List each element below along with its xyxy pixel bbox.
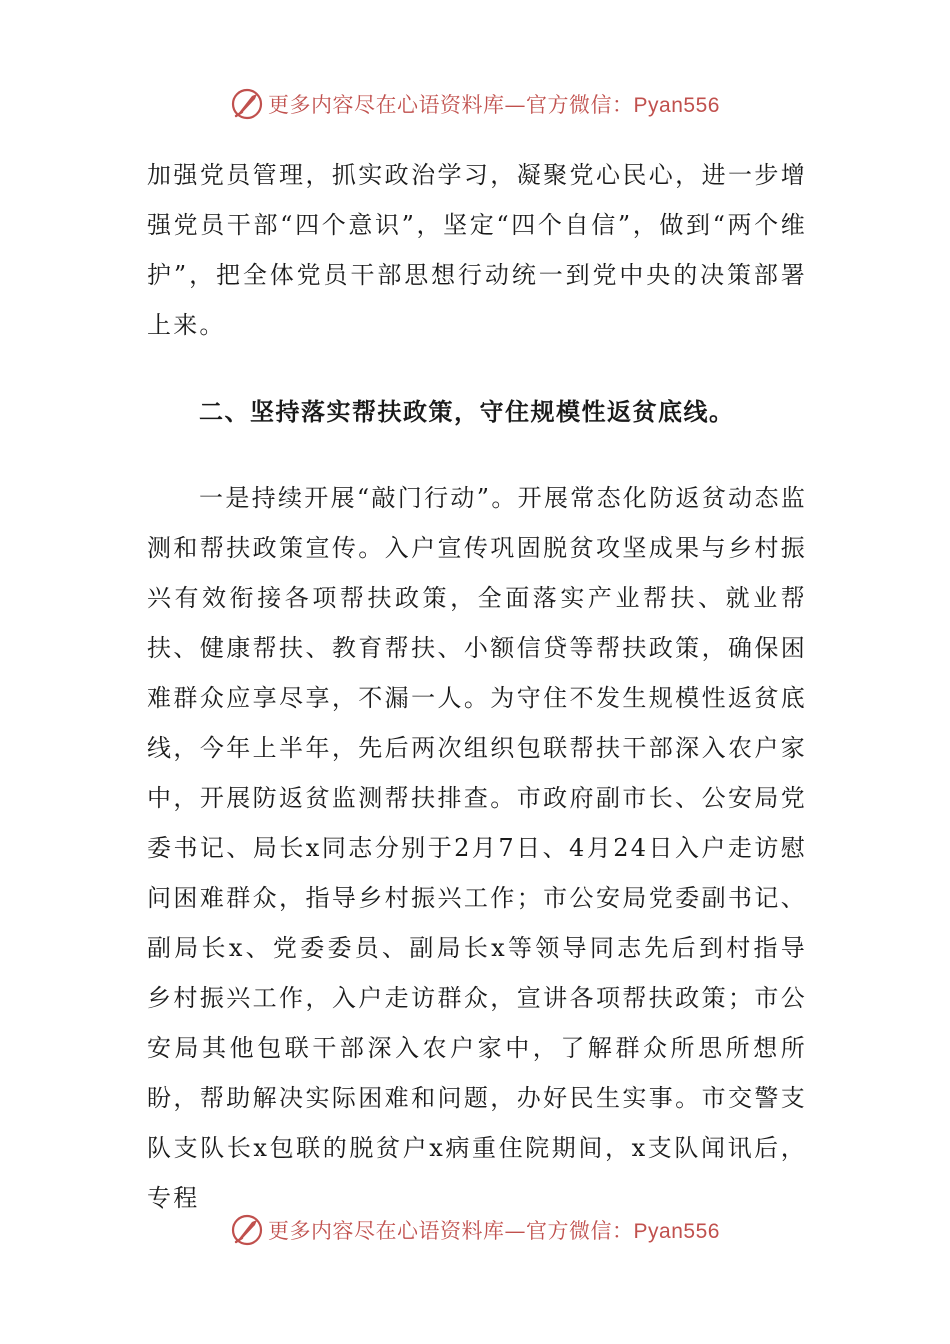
quill-pen-logo-icon bbox=[230, 87, 264, 121]
document-body bbox=[147, 150, 807, 1223]
body-paragraph: 一是持续开展“敲门行动”。开展常态化防返贫动态监测和帮扶政策宣传。入户宣传巩固脱贫攻坚成果与乡村振兴有效衔接各项帮扶政策，全面落实产业帮扶、就业帮扶、健康帮扶、教育帮扶、小额信贷等帮扶政策，确保困难群众应享尽享，不漏一人。为守住不发生规模性返贫底线，今年上半年，先后两次组织包联帮扶干部深入农户家中，开展防返贫监测帮扶排查。市政府副市长、公安局党委书记、局长x同志分别于2月7日、4月24日入户走访慰问困难群众，指导乡村振兴工作；市公安局党委副书记、副局长x、党委委员、副局长x等领导同志先后到村指导乡村振兴工作，入户走访群众，宣讲各项帮扶政策；市公安局其他包联干部深入农户家中，了解群众所思所想所盼，帮助解决实际困难和问题，办好民生实事。市交警支队支队长x包联的脱贫户x病重住院期间，x支队闻讯后，专程 bbox=[147, 484, 807, 1212]
header-banner bbox=[0, 82, 950, 126]
section-heading: 二、坚持落实帮扶政策，守住规模性返贫底线。 bbox=[199, 398, 735, 426]
banner-slogan: 更多内容尽在心语资料库—官方微信： bbox=[268, 1219, 634, 1243]
banner-wechat-id: Pyan556 bbox=[633, 94, 720, 117]
quill-pen-logo-icon bbox=[230, 1213, 264, 1247]
banner-wechat-id: Pyan556 bbox=[633, 1220, 720, 1243]
banner-slogan: 更多内容尽在心语资料库—官方微信： bbox=[268, 93, 634, 117]
banner-text bbox=[268, 1215, 720, 1245]
intro-paragraph: 加强党员管理，抓实政治学习，凝聚党心民心，进一步增强党员干部“四个意识”，坚定“四个自信”，做到“两个维护”，把全体党员干部思想行动统一到党中央的决策部署上来。 bbox=[147, 161, 807, 339]
banner-text bbox=[268, 89, 720, 119]
footer-banner bbox=[0, 1208, 950, 1252]
